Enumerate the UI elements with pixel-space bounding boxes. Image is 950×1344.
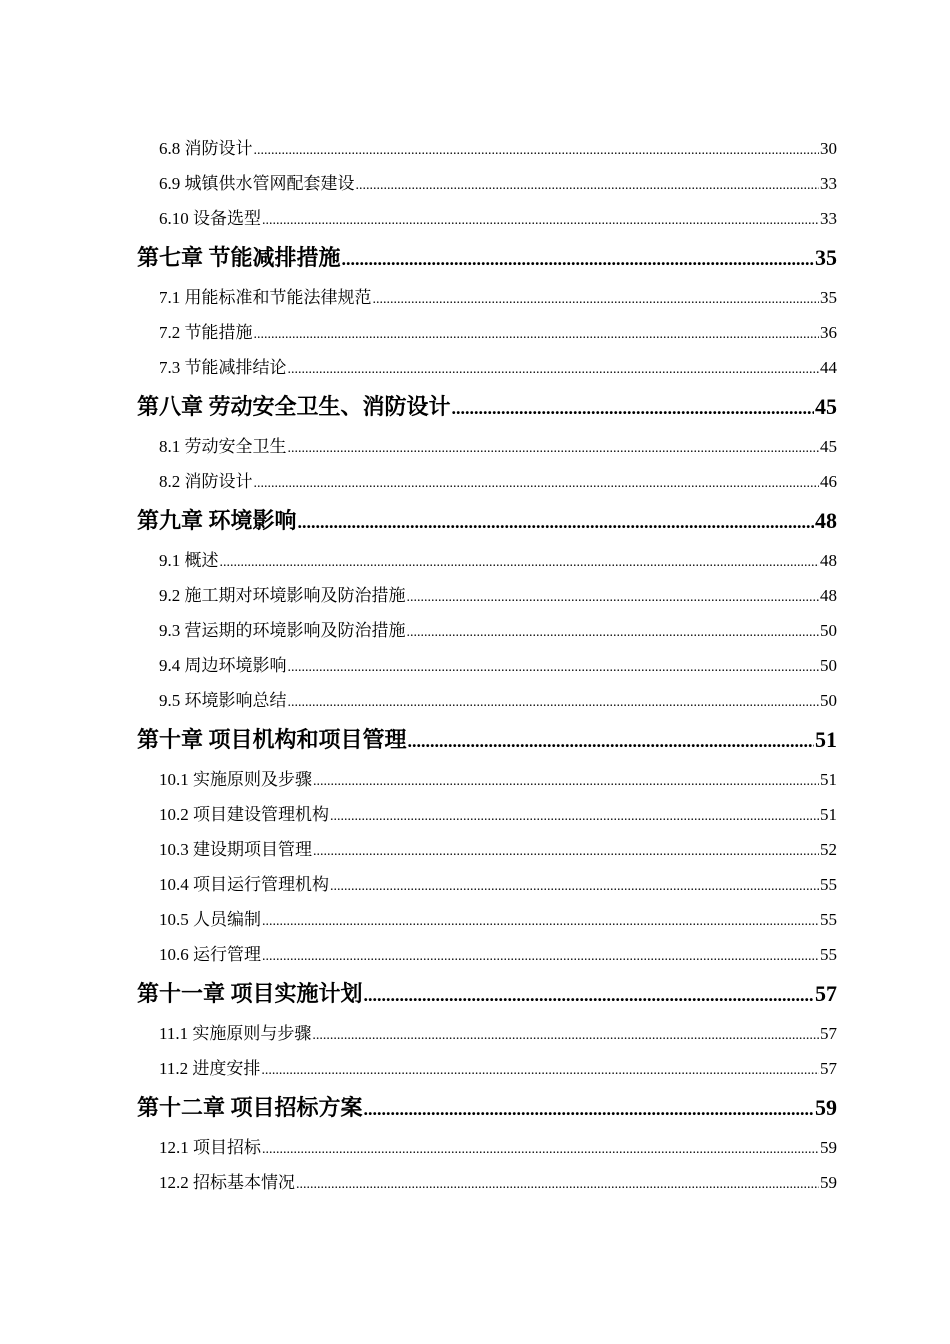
toc-chapter-9[interactable] (137, 499, 837, 543)
toc-entry-11-1[interactable] (137, 1016, 837, 1051)
toc-entry-6-8[interactable] (137, 131, 837, 166)
toc-entry-page: 59 (820, 1173, 837, 1192)
dot-leader (288, 352, 820, 385)
toc-chapter-page: 48 (815, 508, 837, 533)
table-of-contents (137, 131, 837, 1200)
toc-entry-9-1[interactable] (137, 543, 837, 578)
toc-chapter-title: 第八章 劳动安全卫生、消防设计 (137, 394, 451, 419)
dot-leader (373, 282, 820, 315)
toc-entry-page: 55 (820, 910, 837, 929)
toc-entry-title: 11.2 进度安排 (159, 1059, 261, 1078)
toc-chapter-page: 59 (815, 1095, 837, 1120)
toc-entry-title: 7.3 节能减排结论 (159, 358, 287, 377)
dot-leader (364, 973, 814, 1016)
toc-entry-page: 48 (820, 586, 837, 605)
toc-chapter-page: 57 (815, 981, 837, 1006)
toc-entry-10-3[interactable] (137, 832, 837, 867)
toc-entry-title: 12.2 招标基本情况 (159, 1173, 295, 1192)
toc-entry-page: 52 (820, 840, 837, 859)
dot-leader (330, 869, 819, 902)
toc-entry-title: 9.2 施工期对环境影响及防治措施 (159, 586, 406, 605)
dot-leader (296, 1167, 819, 1200)
dot-leader (262, 904, 819, 937)
toc-entry-page: 46 (820, 472, 837, 491)
toc-entry-12-2[interactable] (137, 1165, 837, 1200)
toc-entry-page: 48 (820, 551, 837, 570)
toc-entry-title: 10.1 实施原则及步骤 (159, 770, 312, 789)
toc-entry-page: 50 (820, 691, 837, 710)
toc-entry-page: 36 (820, 323, 837, 342)
dot-leader (313, 834, 819, 867)
dot-leader (407, 580, 820, 613)
toc-entry-page: 44 (820, 358, 837, 377)
toc-entry-6-10[interactable] (137, 201, 837, 236)
toc-chapter-12[interactable] (137, 1086, 837, 1130)
toc-entry-7-3[interactable] (137, 350, 837, 385)
toc-entry-title: 9.3 营运期的环境影响及防治措施 (159, 621, 406, 640)
toc-entry-title: 6.9 城镇供水管网配套建设 (159, 174, 355, 193)
dot-leader (330, 799, 819, 832)
dot-leader (254, 466, 820, 499)
toc-entry-10-6[interactable] (137, 937, 837, 972)
toc-entry-9-5[interactable] (137, 683, 837, 718)
toc-chapter-page: 45 (815, 394, 837, 419)
toc-entry-page: 35 (820, 288, 837, 307)
dot-leader (407, 615, 820, 648)
toc-entry-10-5[interactable] (137, 902, 837, 937)
toc-entry-8-1[interactable] (137, 429, 837, 464)
toc-chapter-title: 第十章 项目机构和项目管理 (137, 727, 407, 752)
toc-entry-page: 45 (820, 437, 837, 456)
toc-chapter-page: 51 (815, 727, 837, 752)
dot-leader (262, 939, 819, 972)
toc-entry-11-2[interactable] (137, 1051, 837, 1086)
toc-chapter-title: 第十二章 项目招标方案 (137, 1095, 363, 1120)
dot-leader (254, 133, 820, 166)
dot-leader (262, 1132, 819, 1165)
toc-entry-title: 10.3 建设期项目管理 (159, 840, 312, 859)
toc-chapter-11[interactable] (137, 972, 837, 1016)
dot-leader (342, 237, 814, 280)
toc-entry-7-2[interactable] (137, 315, 837, 350)
toc-entry-9-2[interactable] (137, 578, 837, 613)
toc-entry-9-3[interactable] (137, 613, 837, 648)
dot-leader (261, 1053, 819, 1086)
toc-entry-10-1[interactable] (137, 762, 837, 797)
toc-entry-title: 11.1 实施原则与步骤 (159, 1024, 312, 1043)
toc-entry-title: 6.10 设备选型 (159, 209, 261, 228)
toc-entry-title: 9.1 概述 (159, 551, 219, 570)
toc-entry-title: 8.2 消防设计 (159, 472, 253, 491)
dot-leader (288, 685, 820, 718)
toc-entry-8-2[interactable] (137, 464, 837, 499)
toc-entry-page: 33 (820, 209, 837, 228)
dot-leader (254, 317, 820, 350)
dot-leader (262, 203, 819, 236)
dot-leader (312, 1018, 819, 1051)
toc-entry-title: 9.4 周边环境影响 (159, 656, 287, 675)
toc-entry-page: 33 (820, 174, 837, 193)
toc-entry-page: 50 (820, 656, 837, 675)
dot-leader (408, 719, 814, 762)
toc-entry-page: 57 (820, 1059, 837, 1078)
toc-entry-page: 55 (820, 945, 837, 964)
toc-chapter-8[interactable] (137, 385, 837, 429)
toc-entry-title: 8.1 劳动安全卫生 (159, 437, 287, 456)
dot-leader (288, 431, 820, 464)
toc-chapter-title: 第七章 节能减排措施 (137, 245, 341, 270)
toc-entry-9-4[interactable] (137, 648, 837, 683)
toc-entry-title: 10.6 运行管理 (159, 945, 261, 964)
toc-entry-title: 7.1 用能标准和节能法律规范 (159, 288, 372, 307)
toc-entry-page: 51 (820, 805, 837, 824)
toc-entry-title: 6.8 消防设计 (159, 139, 253, 158)
dot-leader (220, 545, 820, 578)
dot-leader (288, 650, 820, 683)
toc-entry-title: 10.4 项目运行管理机构 (159, 875, 329, 894)
dot-leader (298, 500, 814, 543)
toc-entry-title: 9.5 环境影响总结 (159, 691, 287, 710)
toc-entry-7-1[interactable] (137, 280, 837, 315)
toc-entry-10-4[interactable] (137, 867, 837, 902)
toc-entry-page: 55 (820, 875, 837, 894)
toc-chapter-title: 第十一章 项目实施计划 (137, 981, 363, 1006)
toc-entry-6-9[interactable] (137, 166, 837, 201)
toc-entry-title: 7.2 节能措施 (159, 323, 253, 342)
toc-chapter-10[interactable] (137, 718, 837, 762)
toc-entry-page: 50 (820, 621, 837, 640)
toc-chapter-7[interactable] (137, 236, 837, 280)
toc-entry-title: 10.2 项目建设管理机构 (159, 805, 329, 824)
toc-entry-10-2[interactable] (137, 797, 837, 832)
toc-entry-page: 51 (820, 770, 837, 789)
toc-entry-page: 30 (820, 139, 837, 158)
toc-entry-title: 10.5 人员编制 (159, 910, 261, 929)
toc-chapter-title: 第九章 环境影响 (137, 508, 297, 533)
toc-entry-12-1[interactable] (137, 1130, 837, 1165)
toc-entry-title: 12.1 项目招标 (159, 1138, 261, 1157)
dot-leader (364, 1087, 814, 1130)
dot-leader (452, 386, 814, 429)
toc-chapter-page: 35 (815, 245, 837, 270)
dot-leader (313, 764, 819, 797)
toc-entry-page: 57 (820, 1024, 837, 1043)
toc-entry-page: 59 (820, 1138, 837, 1157)
dot-leader (356, 168, 820, 201)
